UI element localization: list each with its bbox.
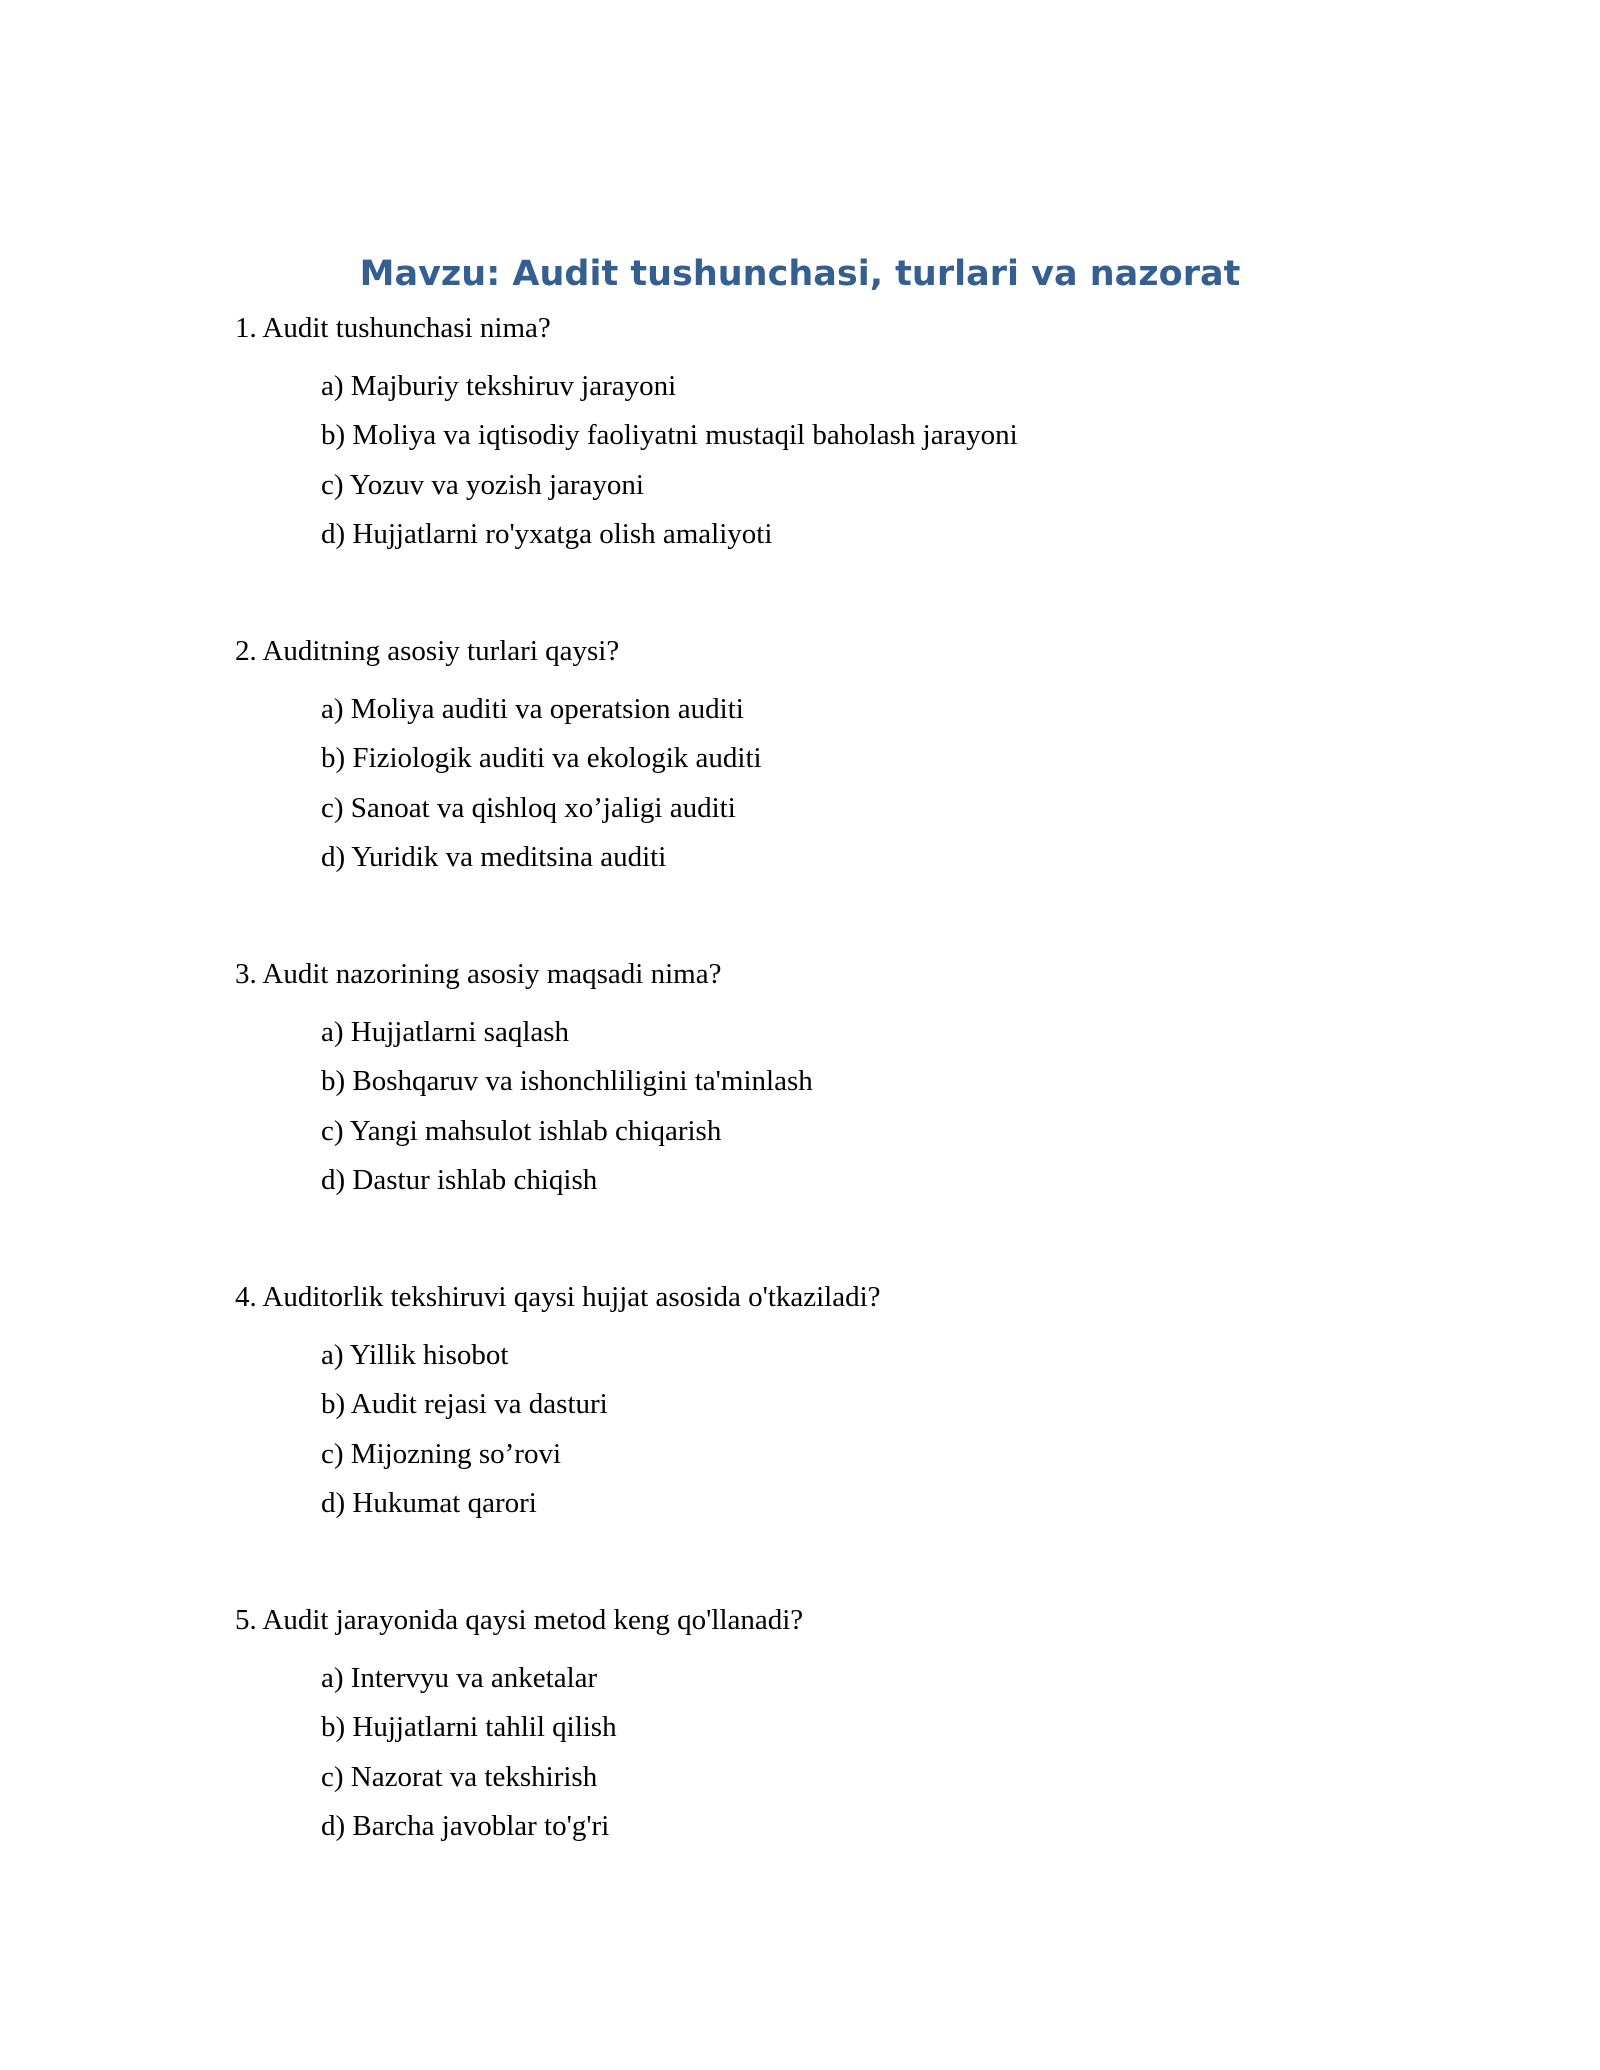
question-4-option-b: b) Audit rejasi va dasturi xyxy=(321,1388,608,1420)
question-4-option-a: a) Yillik hisobot xyxy=(321,1339,509,1371)
question-1-option-b: b) Moliya va iqtisodiy faoliyatni mustaqil baholash jarayoni xyxy=(321,419,1018,451)
question-4-option-c: c) Mijozning so’rovi xyxy=(321,1438,562,1470)
question-2-option-b: b) Fiziologik auditi va ekologik auditi xyxy=(321,742,762,774)
question-3-option-c: c) Yangi mahsulot ishlab chiqarish xyxy=(321,1115,722,1147)
question-2-option-c: c) Sanoat va qishloq xo’jaligi auditi xyxy=(321,792,736,824)
question-2-option-a: a) Moliya auditi va operatsion auditi xyxy=(321,693,744,725)
question-5-option-a: a) Intervyu va anketalar xyxy=(321,1662,598,1694)
question-1-option-d: d) Hujjatlarni ro'yxatga olish amaliyoti xyxy=(321,518,773,550)
question-3: 3. Audit nazorining asosiy maqsadi nima? xyxy=(235,958,722,990)
question-5-option-c: c) Nazorat va tekshirish xyxy=(321,1761,598,1793)
question-5: 5. Audit jarayonida qaysi metod keng qo'llanadi? xyxy=(235,1604,804,1636)
question-2: 2. Auditning asosiy turlari qaysi? xyxy=(235,635,620,667)
question-1-option-a: a) Majburiy tekshiruv jarayoni xyxy=(321,370,677,402)
question-4: 4. Auditorlik tekshiruvi qaysi hujjat asosida o'tkaziladi? xyxy=(235,1281,881,1313)
document-title: Mavzu: Audit tushunchasi, turlari va nazorat xyxy=(359,254,1241,294)
question-1-option-c: c) Yozuv va yozish jarayoni xyxy=(321,469,644,501)
question-3-option-d: d) Dastur ishlab chiqish xyxy=(321,1164,598,1196)
question-5-option-b: b) Hujjatlarni tahlil qilish xyxy=(321,1711,617,1743)
question-1: 1. Audit tushunchasi nima? xyxy=(235,312,551,344)
question-5-option-d: d) Barcha javoblar to'g'ri xyxy=(321,1810,610,1842)
question-4-option-d: d) Hukumat qarori xyxy=(321,1487,537,1519)
question-2-option-d: d) Yuridik va meditsina auditi xyxy=(321,841,667,873)
question-3-option-b: b) Boshqaruv va ishonchliligini ta'minlash xyxy=(321,1065,813,1097)
question-3-option-a: a) Hujjatlarni saqlash xyxy=(321,1016,570,1048)
